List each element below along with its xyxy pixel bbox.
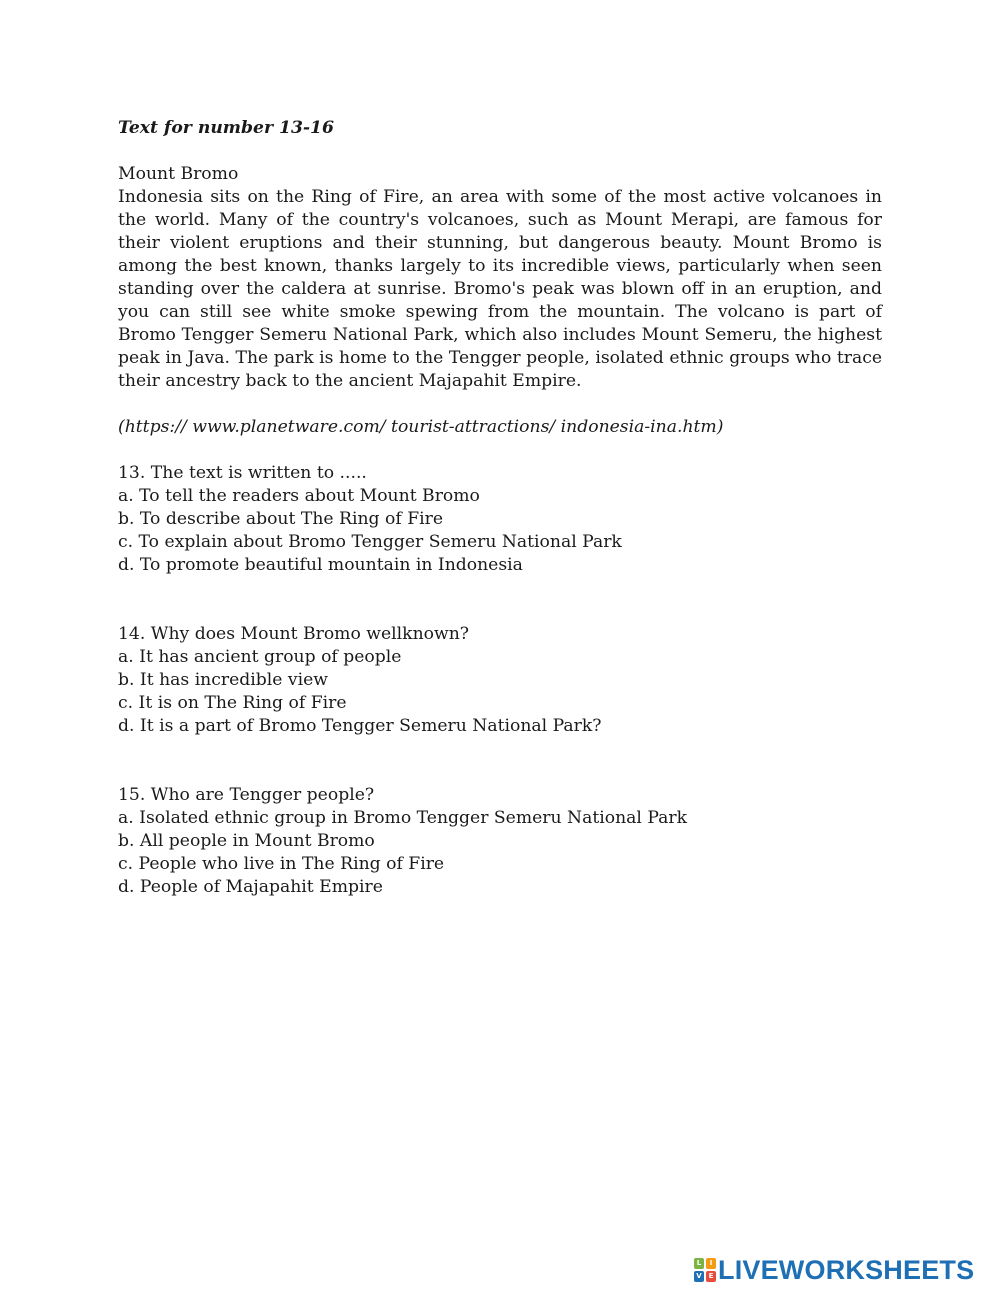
question-block-15 xyxy=(118,784,882,899)
spacer xyxy=(118,738,882,784)
spacer xyxy=(118,439,882,462)
answer-option[interactable]: d. It is a part of Bromo Tengger Semeru National Park? xyxy=(118,716,602,736)
logo-mark-tile: L xyxy=(694,1258,704,1269)
question-block-13 xyxy=(118,462,882,577)
question-prompt: 14. Why does Mount Bromo wellknown? xyxy=(118,624,469,644)
answer-option[interactable]: b. To describe about The Ring of Fire xyxy=(118,509,444,529)
passage-title: Mount Bromo xyxy=(118,164,239,184)
liveworksheets-logo-icon xyxy=(694,1258,716,1282)
answer-option[interactable]: d. To promote beautiful mountain in Indonesia xyxy=(118,555,523,575)
answer-option[interactable]: a. Isolated ethnic group in Bromo Tengger Semeru National Park xyxy=(118,808,688,828)
question-block-14 xyxy=(118,623,882,738)
section-heading: Text for number 13-16 xyxy=(118,118,334,138)
answer-option[interactable]: d. People of Majapahit Empire xyxy=(118,877,383,897)
spacer xyxy=(118,140,882,163)
answer-option[interactable]: c. It is on The Ring of Fire xyxy=(118,693,347,713)
answer-option[interactable]: a. It has ancient group of people xyxy=(118,647,402,667)
spacer xyxy=(118,393,882,416)
question-prompt: 13. The text is written to ..... xyxy=(118,463,367,483)
source-citation: (https:// www.planetware.com/ tourist-attractions/ indonesia-ina.htm) xyxy=(118,417,724,437)
worksheet-page xyxy=(118,117,882,899)
answer-option[interactable]: c. People who live in The Ring of Fire xyxy=(118,854,445,874)
question-prompt: 15. Who are Tengger people? xyxy=(118,785,375,805)
logo-mark-tile: V xyxy=(694,1271,704,1282)
spacer xyxy=(118,577,882,623)
logo-mark-tile: E xyxy=(706,1271,716,1282)
passage-body: Indonesia sits on the Ring of Fire, an area with some of the most active volcanoes in the world. Many of the country's volcanoes, such as Mount Merapi, are famous for their violent eruptions and their stunning, but dangerous beauty. Mount Bromo is among the best known, thanks largely to its incredible views, particularly when seen standing over the caldera at sunrise. Bromo's peak was blown off in an eruption, and you can still see white smoke spewing from the mountain. The volcano is part of Bromo Tengger Semeru National Park, which also includes Mount Semeru, the highest peak in Java. The park is home to the Tengger people, isolated ethnic groups who trace their ancestry back to the ancient Majapahit Empire. xyxy=(118,187,882,391)
logo-mark-tile: I xyxy=(706,1258,716,1269)
answer-option[interactable]: b. All people in Mount Bromo xyxy=(118,831,375,851)
answer-option[interactable]: a. To tell the readers about Mount Bromo xyxy=(118,486,480,506)
answer-option[interactable]: b. It has incredible view xyxy=(118,670,328,690)
answer-option[interactable]: c. To explain about Bromo Tengger Semeru National Park xyxy=(118,532,622,552)
logo-wordmark: LIVEWORKSHEETS xyxy=(718,1255,975,1285)
liveworksheets-logo xyxy=(694,1256,974,1284)
